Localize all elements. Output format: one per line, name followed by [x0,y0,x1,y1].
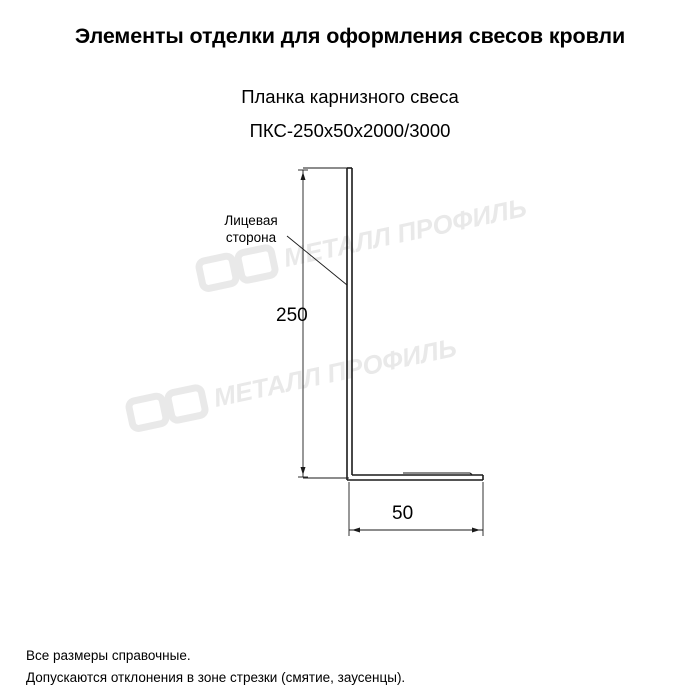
page-title: Элементы отделки для оформления свесов кровли [74,24,626,48]
face-side-label [206,212,296,246]
face-side-label-line1: Лицевая [224,213,278,228]
dimension-50 [349,482,483,536]
profile-vertical-plate [347,168,352,480]
profile-horizontal-flange [347,473,483,480]
face-side-label-line2: сторона [225,230,277,245]
dimension-50-value: 50 [392,503,414,524]
product-subtitle: Планка карнизного свеса [241,86,459,107]
watermark-text: МЕТАЛЛ ПРОФИЛЬ [210,332,460,413]
footnote-2: Допускаются отклонения в зоне стрезки (смятие, заусенцы). [26,670,406,685]
footnote-1: Все размеры справочные. [26,648,191,663]
dimension-250-value: 250 [276,305,308,326]
footnotes [26,645,405,689]
product-code: ПКС-250x50x2000/3000 [249,120,451,141]
leader-line-face [287,236,347,285]
watermark-text: МЕТАЛЛ ПРОФИЛЬ [280,192,530,273]
technical-drawing [0,150,700,570]
